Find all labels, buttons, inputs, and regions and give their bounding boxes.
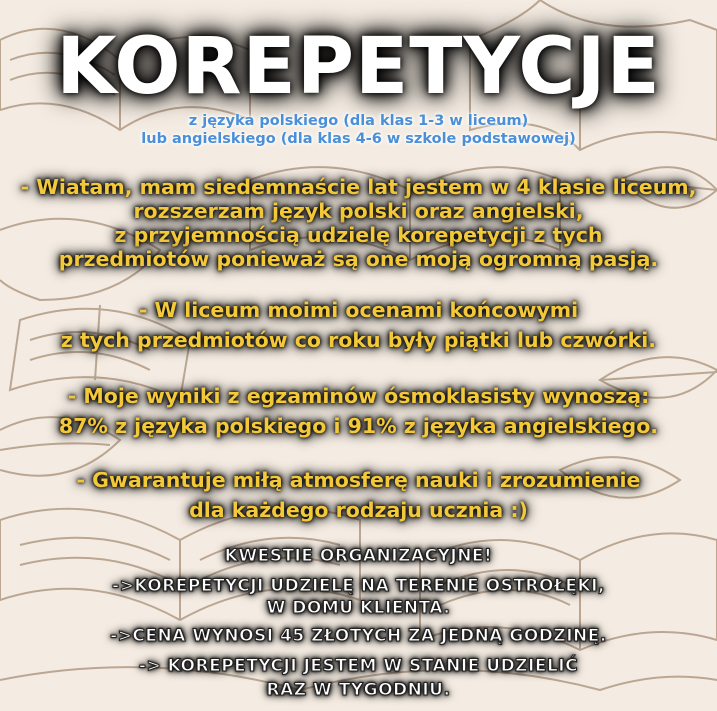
paragraph-3-line-1: - Moje wyniki z egzaminów ósmoklasisty wynoszą:	[67, 384, 650, 408]
paragraph-1-line-1: - Wiatam, mam siedemnaście lat jestem w 4 klasie liceum,	[20, 175, 697, 199]
paragraph-2-line-1: - W liceum moimi ocenami końcowymi	[138, 298, 579, 322]
paragraph-4-line-1: - Gwarantuje miłą atmosferę nauki i zrozumienie	[76, 468, 641, 492]
paragraph-2-line-2: z tych przedmiotów co roku były piątki lub czwórki.	[60, 328, 657, 352]
organization-line-5: RAZ W TYGODNIU.	[266, 680, 451, 700]
organization-line-1: ->KOREPETYCJI UDZIELĘ NA TERENIE OSTROŁĘKI,	[112, 576, 605, 596]
paragraph-1-line-3: z przyjemnością udzielę korepetycji z tych	[114, 223, 603, 247]
organization-line-4: -> KOREPETYCJI JESTEM W STANIE UDZIELIĆ	[138, 656, 579, 676]
paragraph-4-line-2: dla każdego rodzaju ucznia :)	[189, 498, 528, 522]
paragraph-1-line-4: przedmiotów ponieważ są one moją ogromną pasją.	[58, 247, 659, 271]
page-title: KOREPETYCJE	[56, 22, 661, 112]
organization-line-2: W DOMU KLIENTA.	[266, 598, 451, 618]
organization-heading: KWESTIE ORGANIZACYJNE!	[224, 546, 493, 566]
paragraph-1-line-2: rozszerzam język polski oraz angielski,	[133, 199, 584, 223]
paragraph-3-line-2: 87% z języka polskiego i 91% z języka angielskiego.	[58, 414, 659, 438]
organization-line-3: ->CENA WYNOSI 45 ZŁOTYCH ZA JEDNĄ GODZINĘ.	[110, 626, 607, 646]
subtitle-line-2: lub angielskiego (dla klas 4-6 w szkole podstawowej)	[141, 131, 576, 147]
subtitle-line-1: z języka polskiego (dla klas 1-3 w liceum)	[188, 113, 529, 129]
